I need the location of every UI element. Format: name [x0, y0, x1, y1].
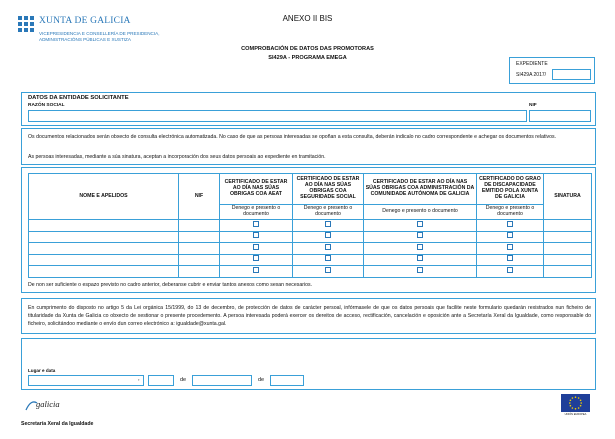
ca-checkbox[interactable] — [417, 232, 423, 238]
ss-checkbox-cell — [293, 220, 364, 232]
col-header-disc: CERTIFICADO DO GRAO DE DISCAPACIDADE EMITIDO POLA XUNTA DE GALICIA — [477, 174, 544, 205]
table-row — [29, 266, 592, 278]
nif-cell[interactable] — [179, 254, 220, 266]
name-cell[interactable] — [29, 231, 179, 243]
ss-checkbox[interactable] — [325, 255, 331, 261]
ca-checkbox[interactable] — [417, 221, 423, 227]
nif-cell[interactable] — [179, 231, 220, 243]
aeat-checkbox[interactable] — [253, 255, 259, 261]
nif-label: NIF — [529, 103, 537, 108]
aeat-checkbox[interactable] — [253, 221, 259, 227]
sub-header-ss: Denego e presento o documento — [293, 205, 364, 220]
sub-header-disc: Denego e presento o documento — [477, 205, 544, 220]
aeat-checkbox-cell — [220, 266, 293, 278]
promoters-table — [28, 173, 592, 278]
disc-checkbox[interactable] — [507, 244, 513, 250]
eu-caption: UNIÓN EUROPEA — [564, 413, 587, 416]
aeat-checkbox-cell — [220, 254, 293, 266]
disc-checkbox-cell — [477, 243, 544, 255]
ca-checkbox-cell — [364, 231, 477, 243]
disc-checkbox[interactable] — [507, 221, 513, 227]
name-cell[interactable] — [29, 266, 179, 278]
aeat-checkbox[interactable] — [253, 232, 259, 238]
disc-checkbox-cell — [477, 231, 544, 243]
table-row — [29, 243, 592, 255]
sign-cell[interactable] — [544, 243, 592, 255]
annex-title: ANEXO II BIS — [282, 14, 333, 23]
place-date-box — [21, 338, 596, 390]
aeat-checkbox-cell — [220, 220, 293, 232]
de-label-2: de — [258, 377, 265, 383]
disc-checkbox[interactable] — [507, 267, 513, 273]
ss-checkbox-cell — [293, 254, 364, 266]
name-cell[interactable] — [29, 243, 179, 255]
nif-cell[interactable] — [179, 243, 220, 255]
expediente-input[interactable] — [552, 69, 591, 80]
place-comma: , — [138, 376, 140, 382]
nif-input[interactable] — [529, 110, 591, 122]
privacy-box — [21, 298, 596, 334]
col-header-ss: CERTIFICADO DE ESTAR AO DÍA NAS SÚAS OBRIGAS COA SEGURIDADE SOCIAL — [293, 174, 364, 205]
sign-cell[interactable] — [544, 220, 592, 232]
ss-checkbox-cell — [293, 243, 364, 255]
nif-cell[interactable] — [179, 266, 220, 278]
aeat-checkbox-cell — [220, 243, 293, 255]
ss-checkbox-cell — [293, 231, 364, 243]
table-row — [29, 231, 592, 243]
col-header-ca: CERTIFICADO DE ESTAR AO DÍA NAS SÚAS OBRIGAS COA ADMINISTRACIÓN DA COMUNIDADE AUTÓNOMA DE GALICIA — [364, 174, 477, 205]
disc-checkbox-cell — [477, 254, 544, 266]
razon-social-label: RAZÓN SOCIAL — [28, 103, 65, 108]
disc-checkbox-cell — [477, 266, 544, 278]
aeat-checkbox-cell — [220, 231, 293, 243]
sign-cell[interactable] — [544, 254, 592, 266]
ss-checkbox-cell — [293, 266, 364, 278]
razon-social-input[interactable] — [28, 110, 527, 122]
form-title-1: COMPROBACIÓN DE DATOS DAS PROMOTORAS — [241, 46, 374, 52]
disc-checkbox[interactable] — [507, 255, 513, 261]
sub-header-ca: Denego e presento o documento — [364, 205, 477, 220]
notice-text-1: Os documentos relacionados serán obxecto de consulta electrónica automatizada. No caso de que as persoas interesadas se opoñan a esta consulta, deberán indicalo no cadro correspondente e achegar os documentos relativos. — [28, 134, 557, 140]
sign-cell[interactable] — [544, 266, 592, 278]
disc-checkbox-cell — [477, 220, 544, 232]
ss-checkbox[interactable] — [325, 232, 331, 238]
col-header-aeat: CERTIFICADO DE ESTAR AO DÍA NAS SÚAS OBRIGAS COA AEAT — [220, 174, 293, 205]
nif-cell[interactable] — [179, 220, 220, 232]
col-header-nif: NIF — [179, 174, 220, 220]
ss-checkbox[interactable] — [325, 244, 331, 250]
org-name: XUNTA DE GALICIA — [39, 16, 131, 26]
year-input[interactable] — [270, 375, 304, 386]
ca-checkbox[interactable] — [417, 255, 423, 261]
name-cell[interactable] — [29, 220, 179, 232]
notice-text-2: As persoas interesadas, mediante a súa sinatura, aceptan a incorporación dos seus datos persoais ao expediente en tramitación. — [28, 154, 326, 160]
promoters-table-wrap — [28, 173, 591, 278]
notice-box — [21, 128, 596, 165]
table-row — [29, 254, 592, 266]
dept-line-1: VICEPRESIDENCIA E CONSELLERÍA DE PRESIDENCIA, — [39, 31, 160, 36]
eu-logo — [561, 394, 590, 418]
entity-section-title: DATOS DA ENTIDADE SOLICITANTE — [28, 95, 129, 101]
ca-checkbox-cell — [364, 266, 477, 278]
dept-line-2: ADMINISTRACIÓNS PÚBLICAS E XUSTIZA — [39, 37, 131, 42]
entity-section — [21, 92, 596, 126]
galicia-logo-text: galicia — [36, 399, 60, 409]
sub-header-aeat: Denego e presento o documento — [220, 205, 293, 220]
ca-checkbox-cell — [364, 254, 477, 266]
place-date-label: Lugar e data — [28, 368, 56, 373]
name-cell[interactable] — [29, 254, 179, 266]
col-header-sign: SINATURA — [544, 174, 592, 220]
disc-checkbox[interactable] — [507, 232, 513, 238]
ss-checkbox[interactable] — [325, 267, 331, 273]
col-header-name: NOME E APELIDOS — [29, 174, 179, 220]
expediente-label: EXPEDIENTE — [516, 61, 548, 67]
ca-checkbox[interactable] — [417, 267, 423, 273]
table-row — [29, 220, 592, 232]
promoters-section — [21, 167, 596, 293]
month-input[interactable] — [192, 375, 252, 386]
ca-checkbox-cell — [364, 220, 477, 232]
eu-flag-icon — [561, 394, 590, 412]
sign-cell[interactable] — [544, 231, 592, 243]
de-label-1: de — [180, 377, 187, 383]
secretaria-text: Secretaría Xeral da Igualdade — [21, 421, 94, 427]
expediente-box — [509, 57, 595, 84]
ca-checkbox[interactable] — [417, 244, 423, 250]
table-note: De non ser suficiente o espazo previsto no cadro anterior, deberanse cubrir e enviar tantos anexos como sexan necesarios. — [28, 282, 313, 288]
aeat-checkbox[interactable] — [253, 267, 259, 273]
ca-checkbox-cell — [364, 243, 477, 255]
expediente-prefix: SI429A 2017/ — [516, 72, 547, 78]
day-input[interactable] — [148, 375, 174, 386]
place-input[interactable] — [28, 375, 144, 386]
form-title-2: SI429A - PROGRAMA EMEGA — [268, 55, 347, 61]
ss-checkbox[interactable] — [325, 221, 331, 227]
aeat-checkbox[interactable] — [253, 244, 259, 250]
privacy-text: En cumprimento do disposto no artigo 5 da Lei orgánica 15/1999, do 13 de decembro, de protección de datos de carácter persoal, infórmasele de que os datos persoais que facilite neste formulario quedarán rexistrados nun ficheiro de titularidade da Xunta de Galicia co obxecto de xestionar o presente procedemento. A persoa interesada poderá exercer os dereitos de acceso, rectificación, cancelación e oposición ante a Secretaría Xeral da Igualdade, como responsable do ficheiro, solicitándoo mediante o envío dun correo electrónico a: igualdade@xunta.gal. — [28, 305, 591, 327]
galicia-logo — [24, 397, 84, 413]
